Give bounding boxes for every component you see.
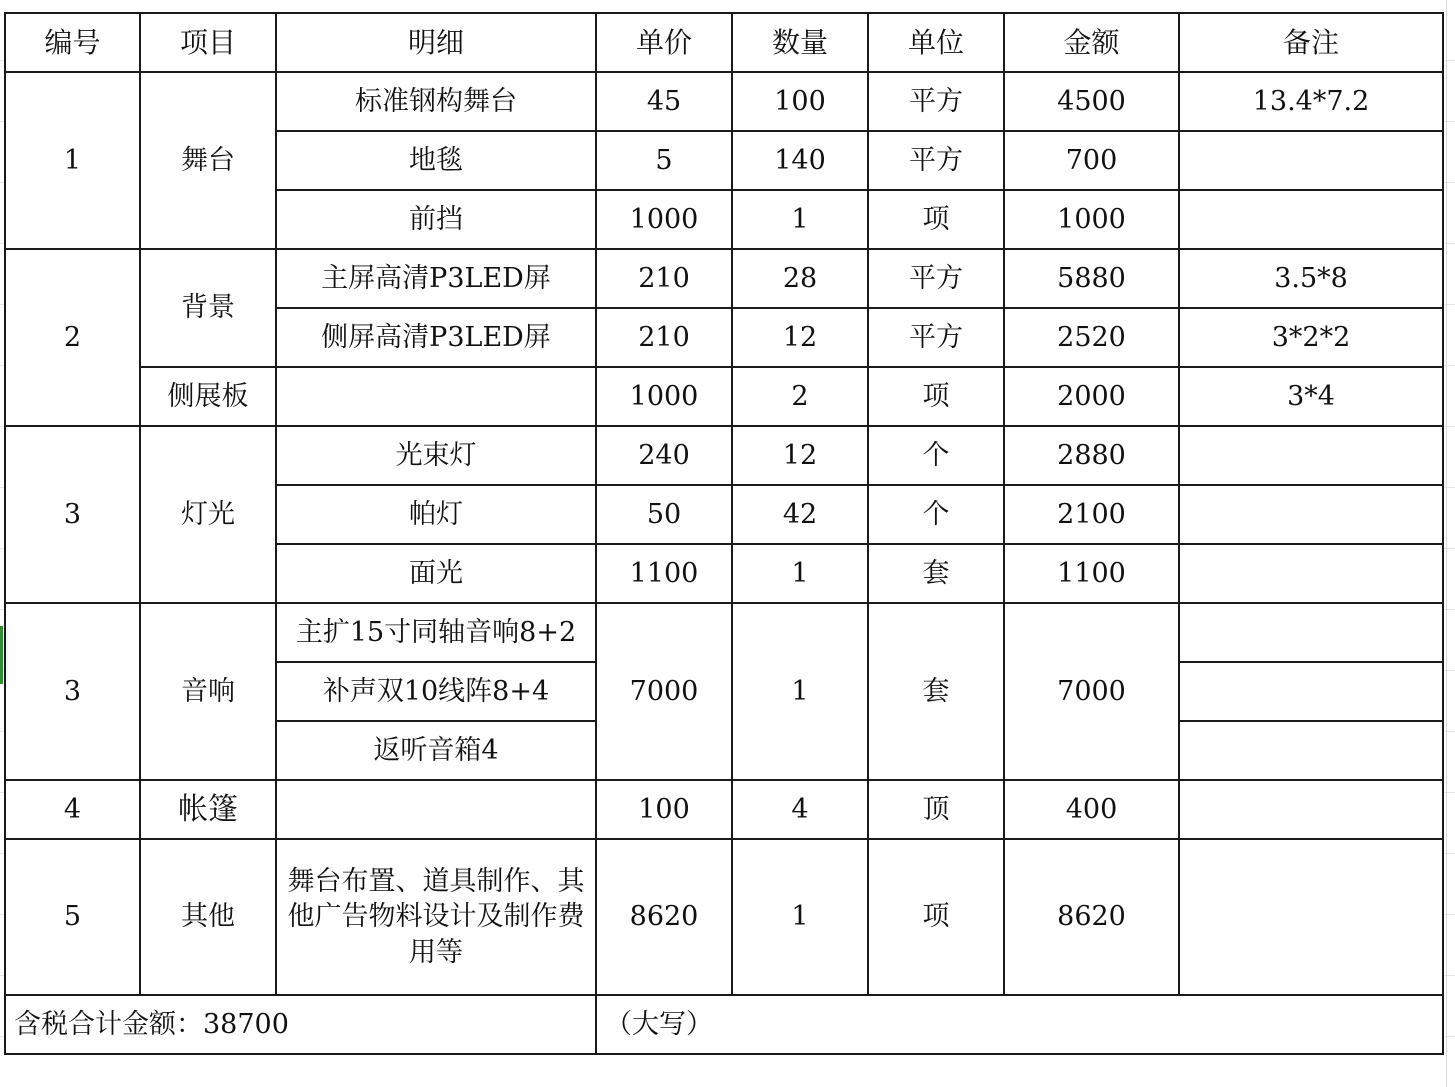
cell-detail[interactable]: 舞台布置、道具制作、其他广告物料设计及制作费用等 bbox=[276, 839, 596, 995]
cell-price[interactable]: 210 bbox=[596, 308, 732, 367]
cell-unit[interactable]: 顶 bbox=[868, 780, 1004, 839]
cell-price[interactable]: 50 bbox=[596, 485, 732, 544]
cell-amount[interactable]: 8620 bbox=[1004, 839, 1179, 995]
cell-item[interactable]: 舞台 bbox=[140, 72, 276, 249]
table-row bbox=[5, 72, 1443, 131]
cell-qty[interactable]: 1 bbox=[732, 544, 868, 603]
cell-unit[interactable]: 项 bbox=[868, 190, 1004, 249]
cell-no[interactable]: 4 bbox=[5, 780, 140, 839]
cell-amount[interactable]: 4500 bbox=[1004, 72, 1179, 131]
table-row bbox=[5, 780, 1443, 839]
quotation-table bbox=[4, 12, 1444, 1055]
cell-note[interactable]: 13.4*7.2 bbox=[1179, 72, 1443, 131]
cell-unit[interactable]: 平方 bbox=[868, 249, 1004, 308]
cell-qty[interactable]: 1 bbox=[732, 603, 868, 780]
sheet-gridline bbox=[1446, 0, 1447, 1087]
table-row bbox=[5, 367, 1443, 426]
cell-item[interactable]: 侧展板 bbox=[140, 367, 276, 426]
cell-amount[interactable]: 2000 bbox=[1004, 367, 1179, 426]
cell-no[interactable]: 2 bbox=[5, 249, 140, 426]
cell-note[interactable] bbox=[1179, 721, 1443, 780]
cell-no[interactable]: 3 bbox=[5, 426, 140, 603]
cell-amount[interactable]: 2880 bbox=[1004, 426, 1179, 485]
cell-note[interactable] bbox=[1179, 603, 1443, 662]
cell-qty[interactable]: 28 bbox=[732, 249, 868, 308]
cell-price[interactable]: 45 bbox=[596, 72, 732, 131]
active-cell-marker bbox=[0, 626, 3, 684]
header-note[interactable]: 备注 bbox=[1179, 13, 1443, 72]
cell-unit[interactable]: 平方 bbox=[868, 308, 1004, 367]
cell-qty[interactable]: 1 bbox=[732, 190, 868, 249]
cell-detail[interactable]: 前挡 bbox=[276, 190, 596, 249]
cell-detail[interactable]: 地毯 bbox=[276, 131, 596, 190]
cell-detail[interactable]: 补声双10线阵8+4 bbox=[276, 662, 596, 721]
cell-qty[interactable]: 4 bbox=[732, 780, 868, 839]
table-row bbox=[5, 249, 1443, 308]
cell-qty[interactable]: 12 bbox=[732, 308, 868, 367]
cell-item[interactable]: 音响 bbox=[140, 603, 276, 780]
table-row bbox=[5, 839, 1443, 995]
header-item[interactable]: 项目 bbox=[140, 13, 276, 72]
cell-item[interactable]: 其他 bbox=[140, 839, 276, 995]
cell-unit[interactable]: 个 bbox=[868, 426, 1004, 485]
cell-note[interactable] bbox=[1179, 131, 1443, 190]
cell-price[interactable]: 100 bbox=[596, 780, 732, 839]
cell-no[interactable]: 3 bbox=[5, 603, 140, 780]
cell-item[interactable]: 背景 bbox=[140, 249, 276, 367]
cell-qty[interactable]: 140 bbox=[732, 131, 868, 190]
cell-detail[interactable]: 侧屏高清P3LED屏 bbox=[276, 308, 596, 367]
cell-price[interactable]: 8620 bbox=[596, 839, 732, 995]
cell-note[interactable] bbox=[1179, 780, 1443, 839]
cell-note[interactable] bbox=[1179, 839, 1443, 995]
cell-amount[interactable]: 400 bbox=[1004, 780, 1179, 839]
cell-detail[interactable]: 主屏高清P3LED屏 bbox=[276, 249, 596, 308]
cell-note[interactable] bbox=[1179, 544, 1443, 603]
cell-amount[interactable]: 700 bbox=[1004, 131, 1179, 190]
cell-price[interactable]: 1000 bbox=[596, 367, 732, 426]
cell-price[interactable]: 240 bbox=[596, 426, 732, 485]
cell-qty[interactable]: 12 bbox=[732, 426, 868, 485]
cell-unit[interactable]: 套 bbox=[868, 544, 1004, 603]
cell-note[interactable] bbox=[1179, 662, 1443, 721]
cell-amount[interactable]: 1000 bbox=[1004, 190, 1179, 249]
cell-amount[interactable]: 7000 bbox=[1004, 603, 1179, 780]
cell-qty[interactable]: 42 bbox=[732, 485, 868, 544]
cell-detail[interactable]: 光束灯 bbox=[276, 426, 596, 485]
table-row bbox=[5, 603, 1443, 662]
cell-unit[interactable]: 项 bbox=[868, 367, 1004, 426]
cell-qty[interactable]: 1 bbox=[732, 839, 868, 995]
cell-unit[interactable]: 平方 bbox=[868, 72, 1004, 131]
cell-item[interactable]: 帐篷 bbox=[140, 780, 276, 839]
cell-note[interactable] bbox=[1179, 426, 1443, 485]
cell-amount[interactable]: 2520 bbox=[1004, 308, 1179, 367]
cell-amount[interactable]: 1100 bbox=[1004, 544, 1179, 603]
cell-note[interactable]: 3*2*2 bbox=[1179, 308, 1443, 367]
total-row bbox=[5, 995, 1443, 1054]
cell-unit[interactable]: 个 bbox=[868, 485, 1004, 544]
cell-qty[interactable]: 100 bbox=[732, 72, 868, 131]
cell-detail[interactable]: 面光 bbox=[276, 544, 596, 603]
header-no[interactable]: 编号 bbox=[5, 13, 140, 72]
header-amount[interactable]: 金额 bbox=[1004, 13, 1179, 72]
cell-amount[interactable]: 2100 bbox=[1004, 485, 1179, 544]
header-detail[interactable]: 明细 bbox=[276, 13, 596, 72]
table-row bbox=[5, 426, 1443, 485]
cell-detail[interactable]: 返听音箱4 bbox=[276, 721, 596, 780]
cell-no[interactable]: 1 bbox=[5, 72, 140, 249]
total-amount[interactable]: 含税合计金额：38700 bbox=[5, 995, 596, 1054]
cell-amount[interactable]: 5880 bbox=[1004, 249, 1179, 308]
header-row bbox=[5, 13, 1443, 72]
cell-note[interactable] bbox=[1179, 190, 1443, 249]
cell-qty[interactable]: 2 bbox=[732, 367, 868, 426]
cell-price[interactable]: 210 bbox=[596, 249, 732, 308]
cell-detail[interactable] bbox=[276, 367, 596, 426]
cell-price[interactable]: 1000 bbox=[596, 190, 732, 249]
cell-unit[interactable]: 项 bbox=[868, 839, 1004, 995]
cell-unit[interactable]: 平方 bbox=[868, 131, 1004, 190]
cell-item[interactable]: 灯光 bbox=[140, 426, 276, 603]
cell-note[interactable]: 3*4 bbox=[1179, 367, 1443, 426]
cell-no[interactable]: 5 bbox=[5, 839, 140, 995]
cell-detail[interactable]: 帕灯 bbox=[276, 485, 596, 544]
cell-note[interactable]: 3.5*8 bbox=[1179, 249, 1443, 308]
total-uppercase[interactable]: （大写） bbox=[596, 995, 1443, 1054]
cell-price[interactable]: 1100 bbox=[596, 544, 732, 603]
cell-note[interactable] bbox=[1179, 485, 1443, 544]
header-price[interactable]: 单价 bbox=[596, 13, 732, 72]
cell-price[interactable]: 5 bbox=[596, 131, 732, 190]
header-unit[interactable]: 单位 bbox=[868, 13, 1004, 72]
cell-unit[interactable]: 套 bbox=[868, 603, 1004, 780]
cell-detail[interactable]: 主扩15寸同轴音响8+2 bbox=[276, 603, 596, 662]
header-qty[interactable]: 数量 bbox=[732, 13, 868, 72]
cell-price[interactable]: 7000 bbox=[596, 603, 732, 780]
cell-detail[interactable]: 标准钢构舞台 bbox=[276, 72, 596, 131]
cell-detail[interactable] bbox=[276, 780, 596, 839]
